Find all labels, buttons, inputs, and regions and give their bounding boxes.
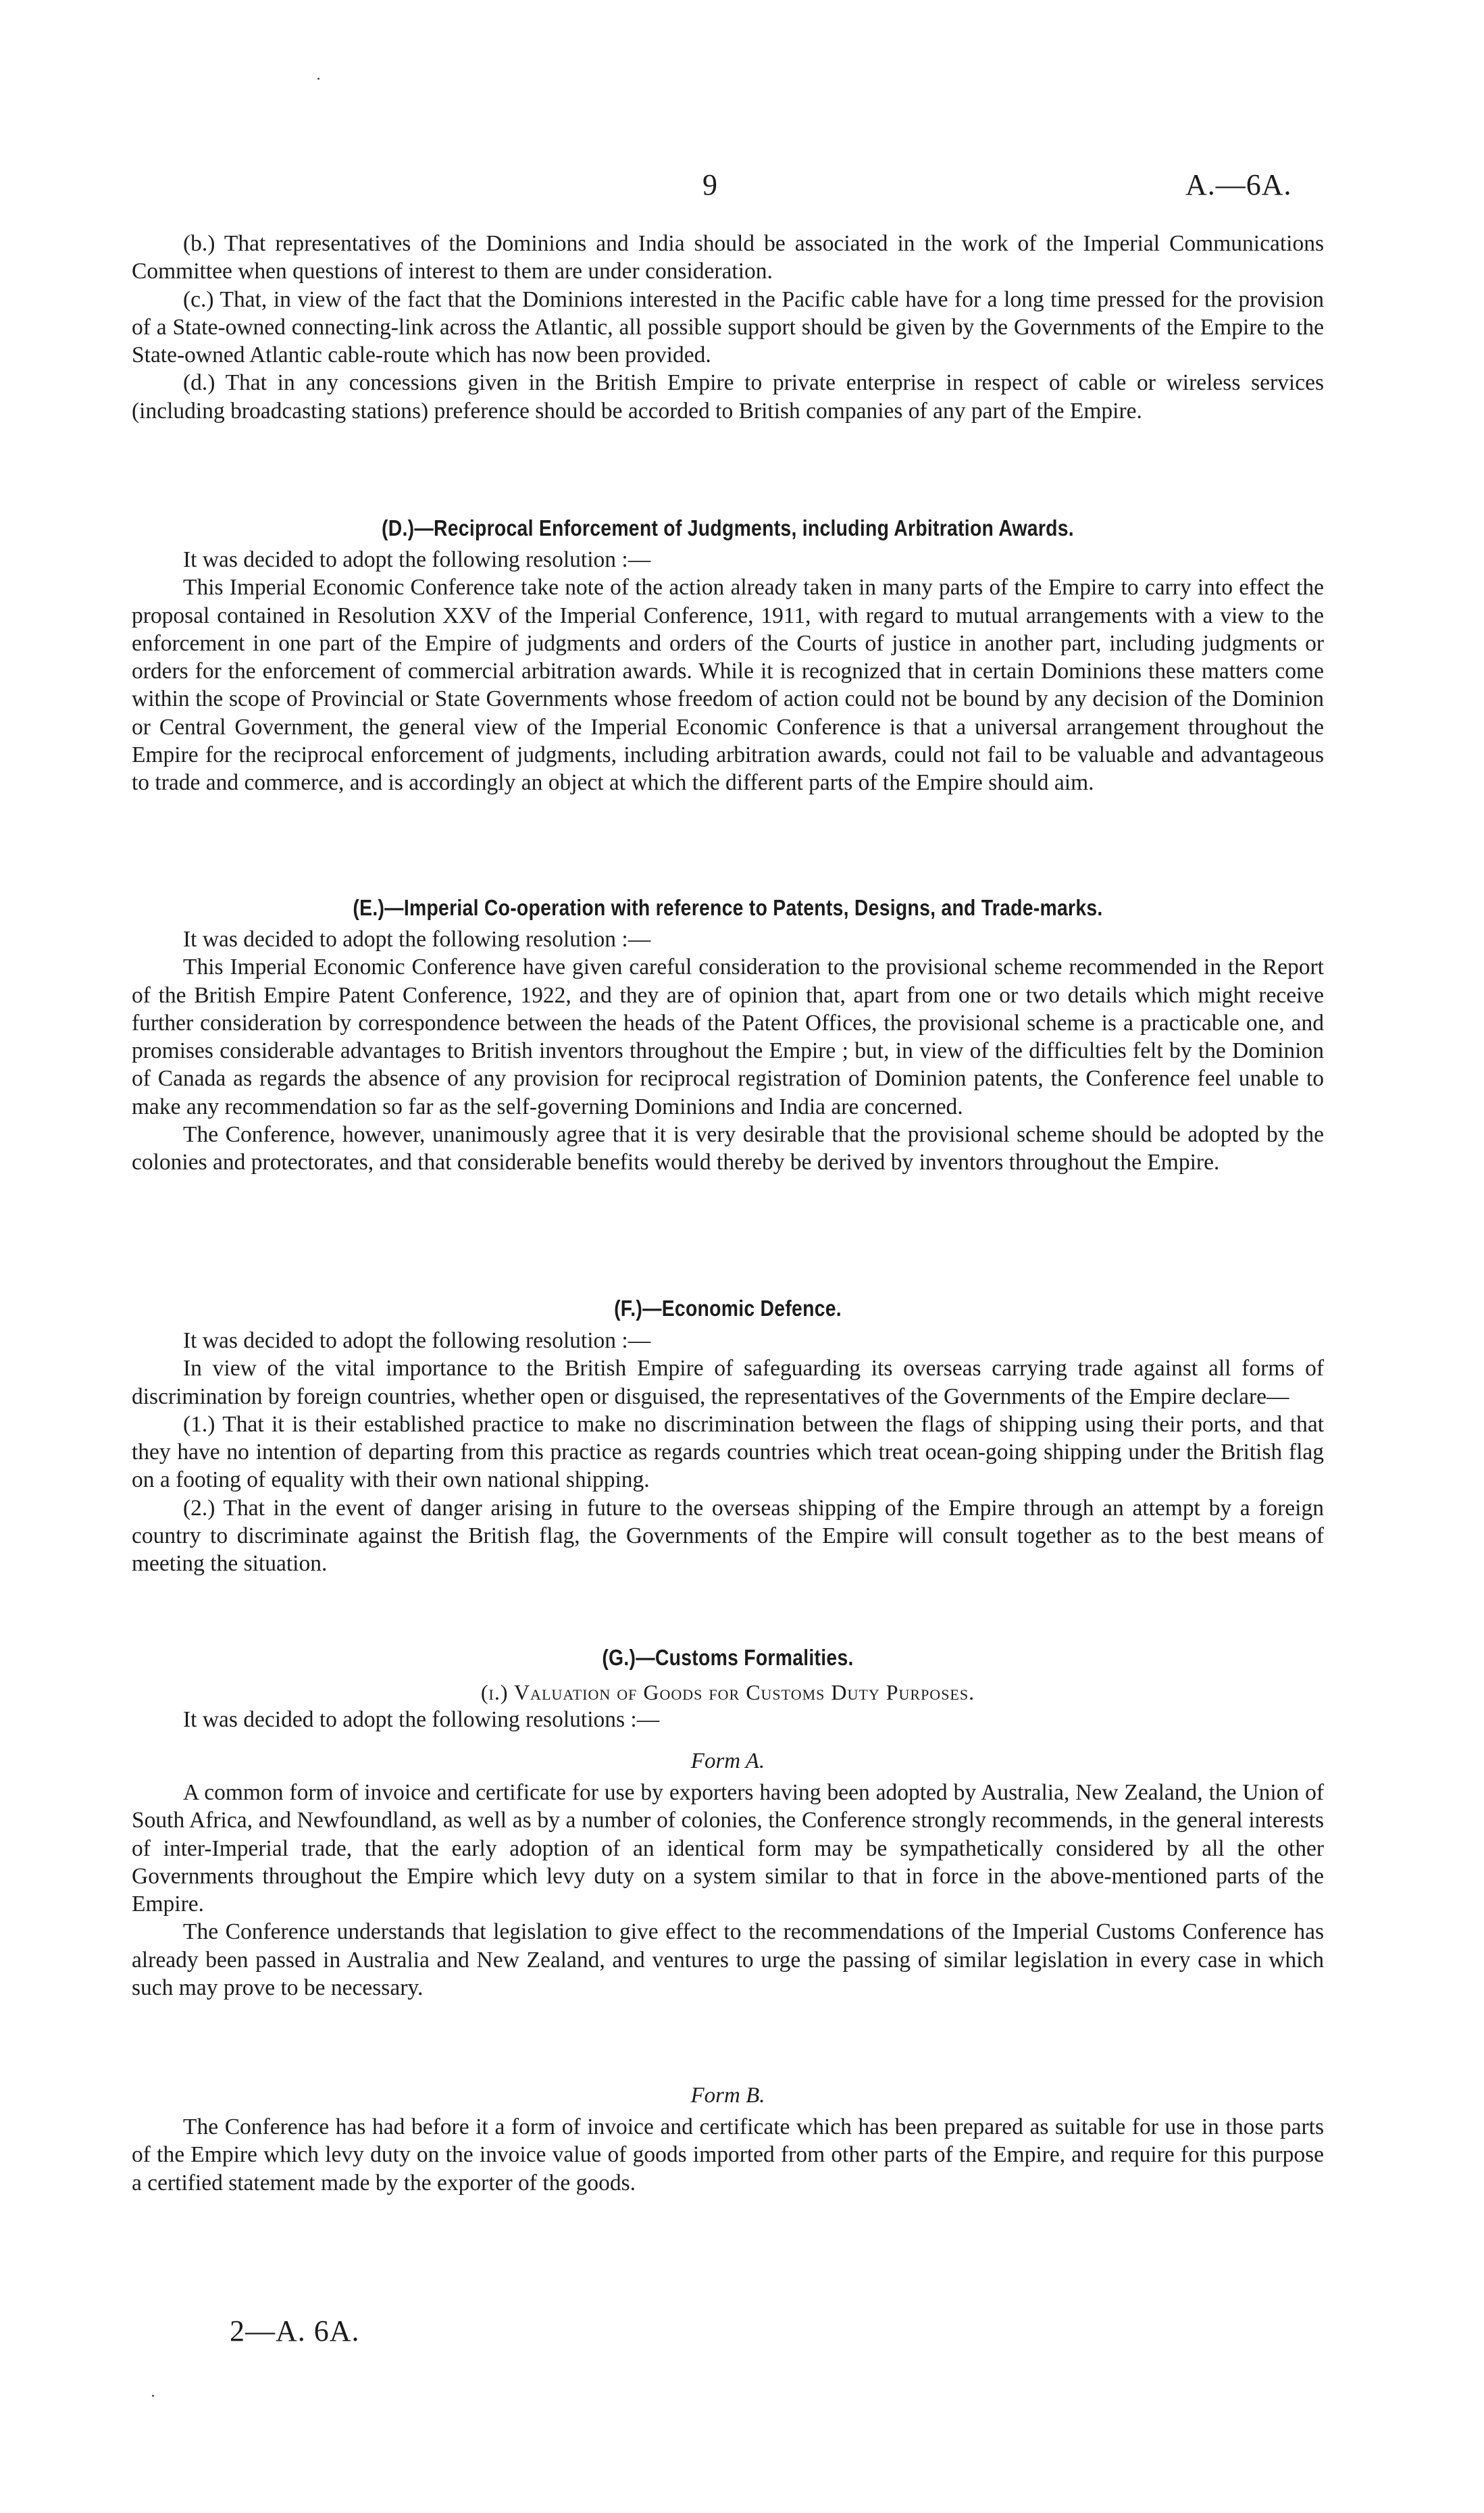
paragraph-c: (c.) That, in view of the fact that the Dominions interested in the Pacific cable have for a long time pressed for the provision of a State-owned connecting-link across the Atlantic, all possible support should be given by the Governments of the Empire to the State-owned Atlantic cable-route which has now been provided. [132,286,1324,368]
document-reference: A.—6A. [1185,168,1292,201]
section-d-heading: (D.)—Reciprocal Enforcement of Judgments, including Arbitration Awards. [382,515,1074,540]
paragraph-b: (b.) That representatives of the Dominions and India should be associated in the work of the Imperial Communications Committee when questions of interest to them are under consideration. [132,231,1324,284]
section-d-body: This Imperial Economic Conference take note of the action already taken in many parts of the Empire to carry into effect the proposal contained in Resolution XXV of the Imperial Conference, 1911, with regard to mutual arrangements with a view to the enforcement in one part of the Empire of judgments and orders of the Courts of justice in another part, including judgments or orders for the enforcement of commercial arbitration awards. While it is recognized that in certain Dominions these matters come within the scope of Provincial or State Governments whose freedom of action could not be bound by any decision of the Dominion or Central Government, the general view of the Imperial Economic Conference is that a universal arrangement throughout the Empire for the reciprocal enforcement of judgments, including arbitration awards, could not fail to be valuable and advantageous to trade and commerce, and is accordingly an object at which the different parts of the Empire should aim. [132,575,1324,796]
section-f-heading: (F.)—Economic Defence. [614,1296,842,1321]
form-a [132,1779,1324,2002]
section-d-intro: It was decided to adopt the following resolution :— [183,547,651,572]
section-g-intro-block [132,1706,1324,1733]
section-e-intro: It was decided to adopt the following resolution :— [183,927,651,952]
form-a-body-2: The Conference understands that legislation to give effect to the recommendations of the Imperial Customs Conference has already been passed in Australia and New Zealand, and ventures to urge the passing of similar legislation in every case in which such may prove to be necessary. [132,1919,1324,2001]
section-e-heading: (E.)—Imperial Co-operation with reference to Patents, Designs, and Trade-marks. [353,895,1103,920]
section-g-intro: It was decided to adopt the following resolutions :— [183,1707,660,1732]
form-b-body: The Conference has had before it a form of invoice and certificate which has been prepared as suitable for use in those parts of the Empire which levy duty on the invoice value of goods imported from other parts of the Empire, and require for this purpose a certified statement made by the exporter of the goods. [132,2114,1324,2195]
section-f-intro: It was decided to adopt the following resolution :— [183,1328,651,1353]
section-g-subheading: (i.) Valuation of Goods for Customs Duty Purposes. [480,1680,975,1704]
page-number: 9 [702,168,717,201]
section-e-body-2: The Conference, however, unanimously agree that it is very desirable that the provisional scheme should be adopted by the colonies and protectorates, and that considerable benefits would thereby be derived by inventors throughout the Empire. [132,1122,1324,1175]
section-e [132,925,1324,1177]
scan-speck [152,2395,154,2397]
form-a-body-1: A common form of invoice and certificate for use by exporters having been adopted by Australia, New Zealand, the Union of South Africa, and Newfoundland, as well as by a number of colonies, the Conference strongly recommends, in the general interests of inter-Imperial trade, that the early adoption of an identical form may be sympathetically considered by all the other Governments throughout the Empire which levy duty on a system similar to that in force in the above-mentioned parts of the Empire. [132,1780,1324,1917]
section-d [132,546,1324,797]
scan-speck [317,78,319,80]
form-b-title: Form B. [690,2083,765,2108]
section-f-body: In view of the vital importance to the British Empire of safeguarding its overseas carrying trade against all forms of discrimination by foreign countries, whether open or disguised, the representatives of the Governments of the Empire declare— [132,1356,1324,1409]
form-b [132,2113,1324,2197]
section-f-item-1: (1.) That it is their established practice to make no discrimination between the flags of shipping using their ports, and that they have no intention of departing from this practice as regards countries which treat ocean-going shipping under the British flag on a footing of equality with their own national shipping. [132,1411,1324,1493]
section-f-item-2: (2.) That in the event of danger arising in future to the overseas shipping of the Empire through an attempt by a foreign country to discriminate against the British flag, the Governments of the Empire will consult together as to the best means of meeting the situation. [132,1495,1324,1577]
section-c-continued [132,230,1324,425]
section-e-body-1: This Imperial Economic Conference have given careful consideration to the provisional scheme recommended in the Report of the British Empire Patent Conference, 1922, and they are of opinion that, apart from one or two details which might receive further consideration by correspondence between the heads of the Patent Offices, the provisional scheme is a practicable one, and promises considerable advantages to British inventors throughout the Empire ; but, in view of the difficulties felt by the Dominion of Canada as regards the absence of any provision for reciprocal registration of Dominion patents, the Conference feel unable to make any recommendation so far as the self-governing Dominions and India are concerned. [132,955,1324,1119]
paragraph-d: (d.) That in any concessions given in the British Empire to private enterprise in respect of cable or wireless services (including broadcasting stations) preference should be accorded to British companies of any part of the Empire. [132,370,1324,424]
section-g-heading: (G.)—Customs Formalities. [602,1645,854,1670]
section-f [132,1327,1324,1578]
printer-signature: 2—A. 6A. [230,2314,360,2347]
form-a-title: Form A. [690,1749,765,1773]
